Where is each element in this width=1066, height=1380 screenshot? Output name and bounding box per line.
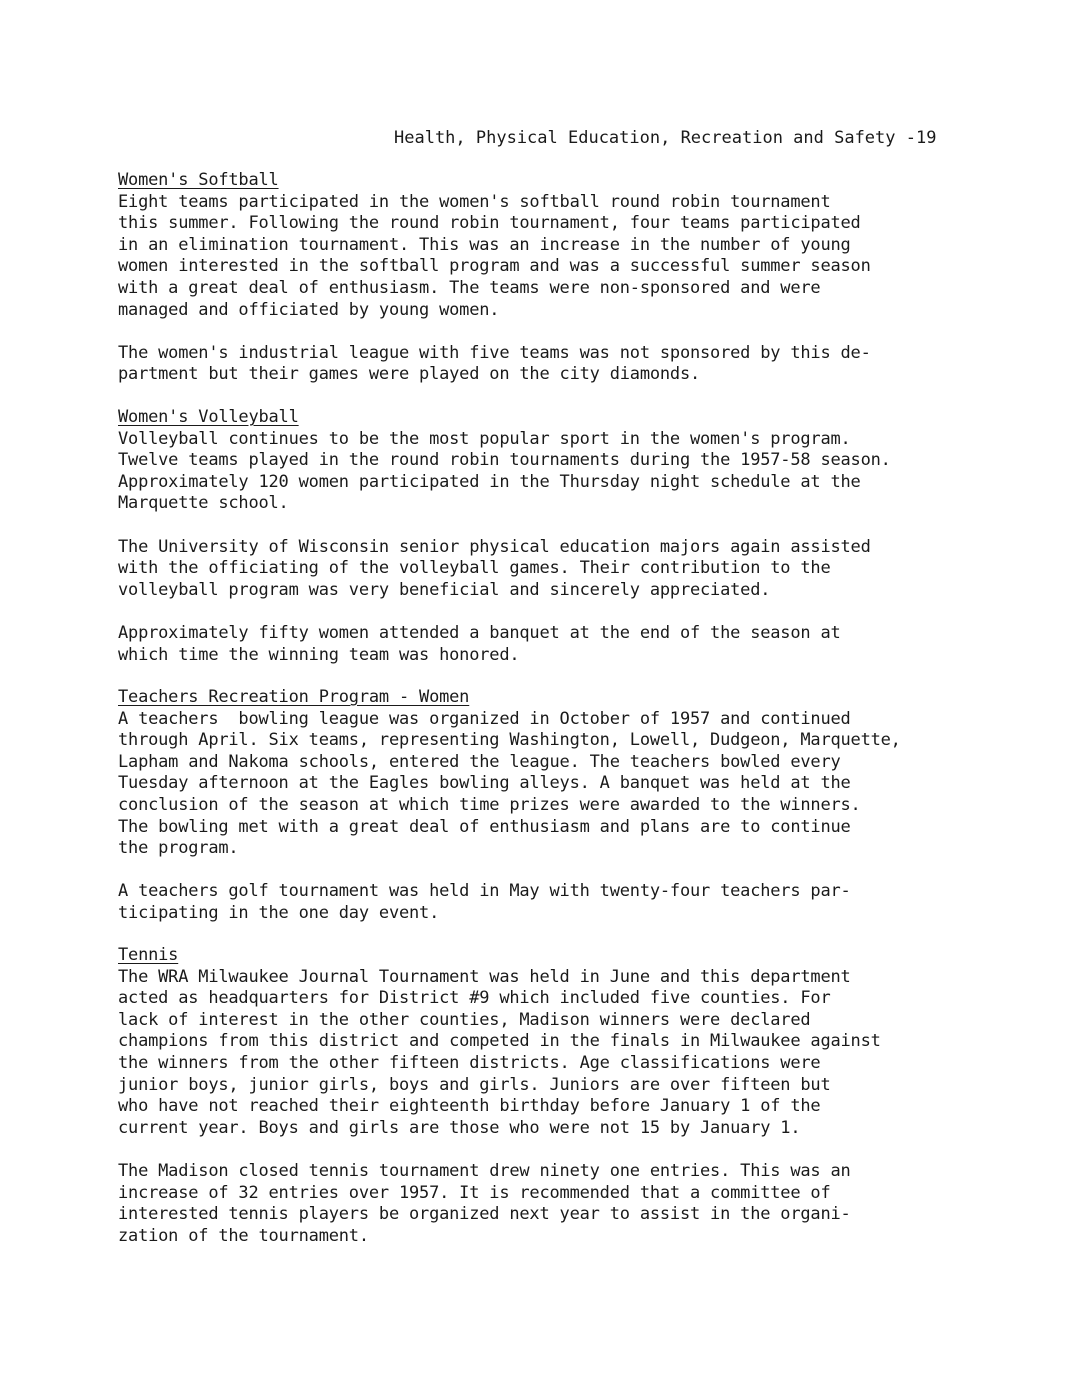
text-line: who have not reached their eighteenth birthday before January 1 of the <box>118 1096 821 1117</box>
section-womens-softball <box>118 170 998 386</box>
text-line: Volleyball continues to be the most popular sport in the women's program. <box>118 428 851 449</box>
section-tennis <box>118 945 998 1247</box>
text-line: which time the winning team was honored. <box>118 644 520 665</box>
text-line: the program. <box>118 838 239 859</box>
text-line: zation of the tournament. <box>118 1225 369 1246</box>
text-line: Marquette school. <box>118 493 289 514</box>
text-line: ticipating in the one day event. <box>118 902 440 923</box>
section-heading: Teachers Recreation Program - Women <box>118 687 470 707</box>
text-line: with a great deal of enthusiasm. The teams were non-sponsored and were <box>118 277 821 298</box>
text-line: with the officiating of the volleyball games. Their contribution to the <box>118 558 831 579</box>
text-line: The WRA Milwaukee Journal Tournament was held in June and this department <box>118 966 851 987</box>
text-line: Approximately 120 women participated in the Thursday night schedule at the <box>118 471 861 492</box>
text-line: managed and officiated by young women. <box>118 299 500 320</box>
text-line: in an elimination tournament. This was an increase in the number of young <box>118 234 851 255</box>
text-line: Approximately fifty women attended a banquet at the end of the season at <box>118 622 841 643</box>
text-line: volleyball program was very beneficial and sincerely appreciated. <box>118 579 771 600</box>
text-line: Eight teams participated in the women's softball round robin tournament <box>118 191 831 212</box>
text-line: Twelve teams played in the round robin tournaments during the 1957-58 season. <box>118 450 891 471</box>
text-line: acted as headquarters for District #9 which included five counties. For <box>118 988 831 1009</box>
text-line: junior boys, junior girls, boys and girls. Juniors are over fifteen but <box>118 1074 831 1095</box>
text-line: The Madison closed tennis tournament drew ninety one entries. This was an <box>118 1160 851 1181</box>
text-line: current year. Boys and girls are those who were not 15 by January 1. <box>118 1117 801 1138</box>
text-line: women interested in the softball program and was a successful summer season <box>118 256 871 277</box>
text-line: A teachers golf tournament was held in May with twenty-four teachers par- <box>118 881 851 902</box>
text-line: A teachers bowling league was organized in October of 1957 and continued <box>118 708 851 729</box>
text-line: increase of 32 entries over 1957. It is recommended that a committee of <box>118 1182 831 1203</box>
section-heading: Women's Volleyball <box>118 407 299 427</box>
text-line: The bowling met with a great deal of enthusiasm and plans are to continue <box>118 816 851 837</box>
text-line: The University of Wisconsin senior physical education majors again assisted <box>118 536 871 557</box>
text-line: Tuesday afternoon at the Eagles bowling alleys. A banquet was held at the <box>118 773 851 794</box>
section-womens-volleyball <box>118 407 998 666</box>
text-line: The women's industrial league with five teams was not sponsored by this de- <box>118 342 871 363</box>
text-line: through April. Six teams, representing Washington, Lowell, Dudgeon, Marquette, <box>118 730 901 751</box>
text-line: champions from this district and competed in the finals in Milwaukee against <box>118 1031 881 1052</box>
text-line: the winners from the other fifteen districts. Age classifications were <box>118 1052 821 1073</box>
text-line: interested tennis players be organized next year to assist in the organi- <box>118 1204 851 1225</box>
text-line: partment but their games were played on the city diamonds. <box>118 364 701 385</box>
text-line: lack of interest in the other counties, Madison winners were declared <box>118 1009 811 1030</box>
section-heading: Women's Softball <box>118 170 279 190</box>
text-line: this summer. Following the round robin tournament, four teams participated <box>118 213 861 234</box>
section-teachers-recreation <box>118 687 998 925</box>
text-line: conclusion of the season at which time prizes were awarded to the winners. <box>118 794 861 815</box>
text-line: Lapham and Nakoma schools, entered the league. The teachers bowled every <box>118 751 841 772</box>
section-heading: Tennis <box>118 945 179 965</box>
page-header: Health, Physical Education, Recreation and Safety -19 <box>394 128 937 148</box>
